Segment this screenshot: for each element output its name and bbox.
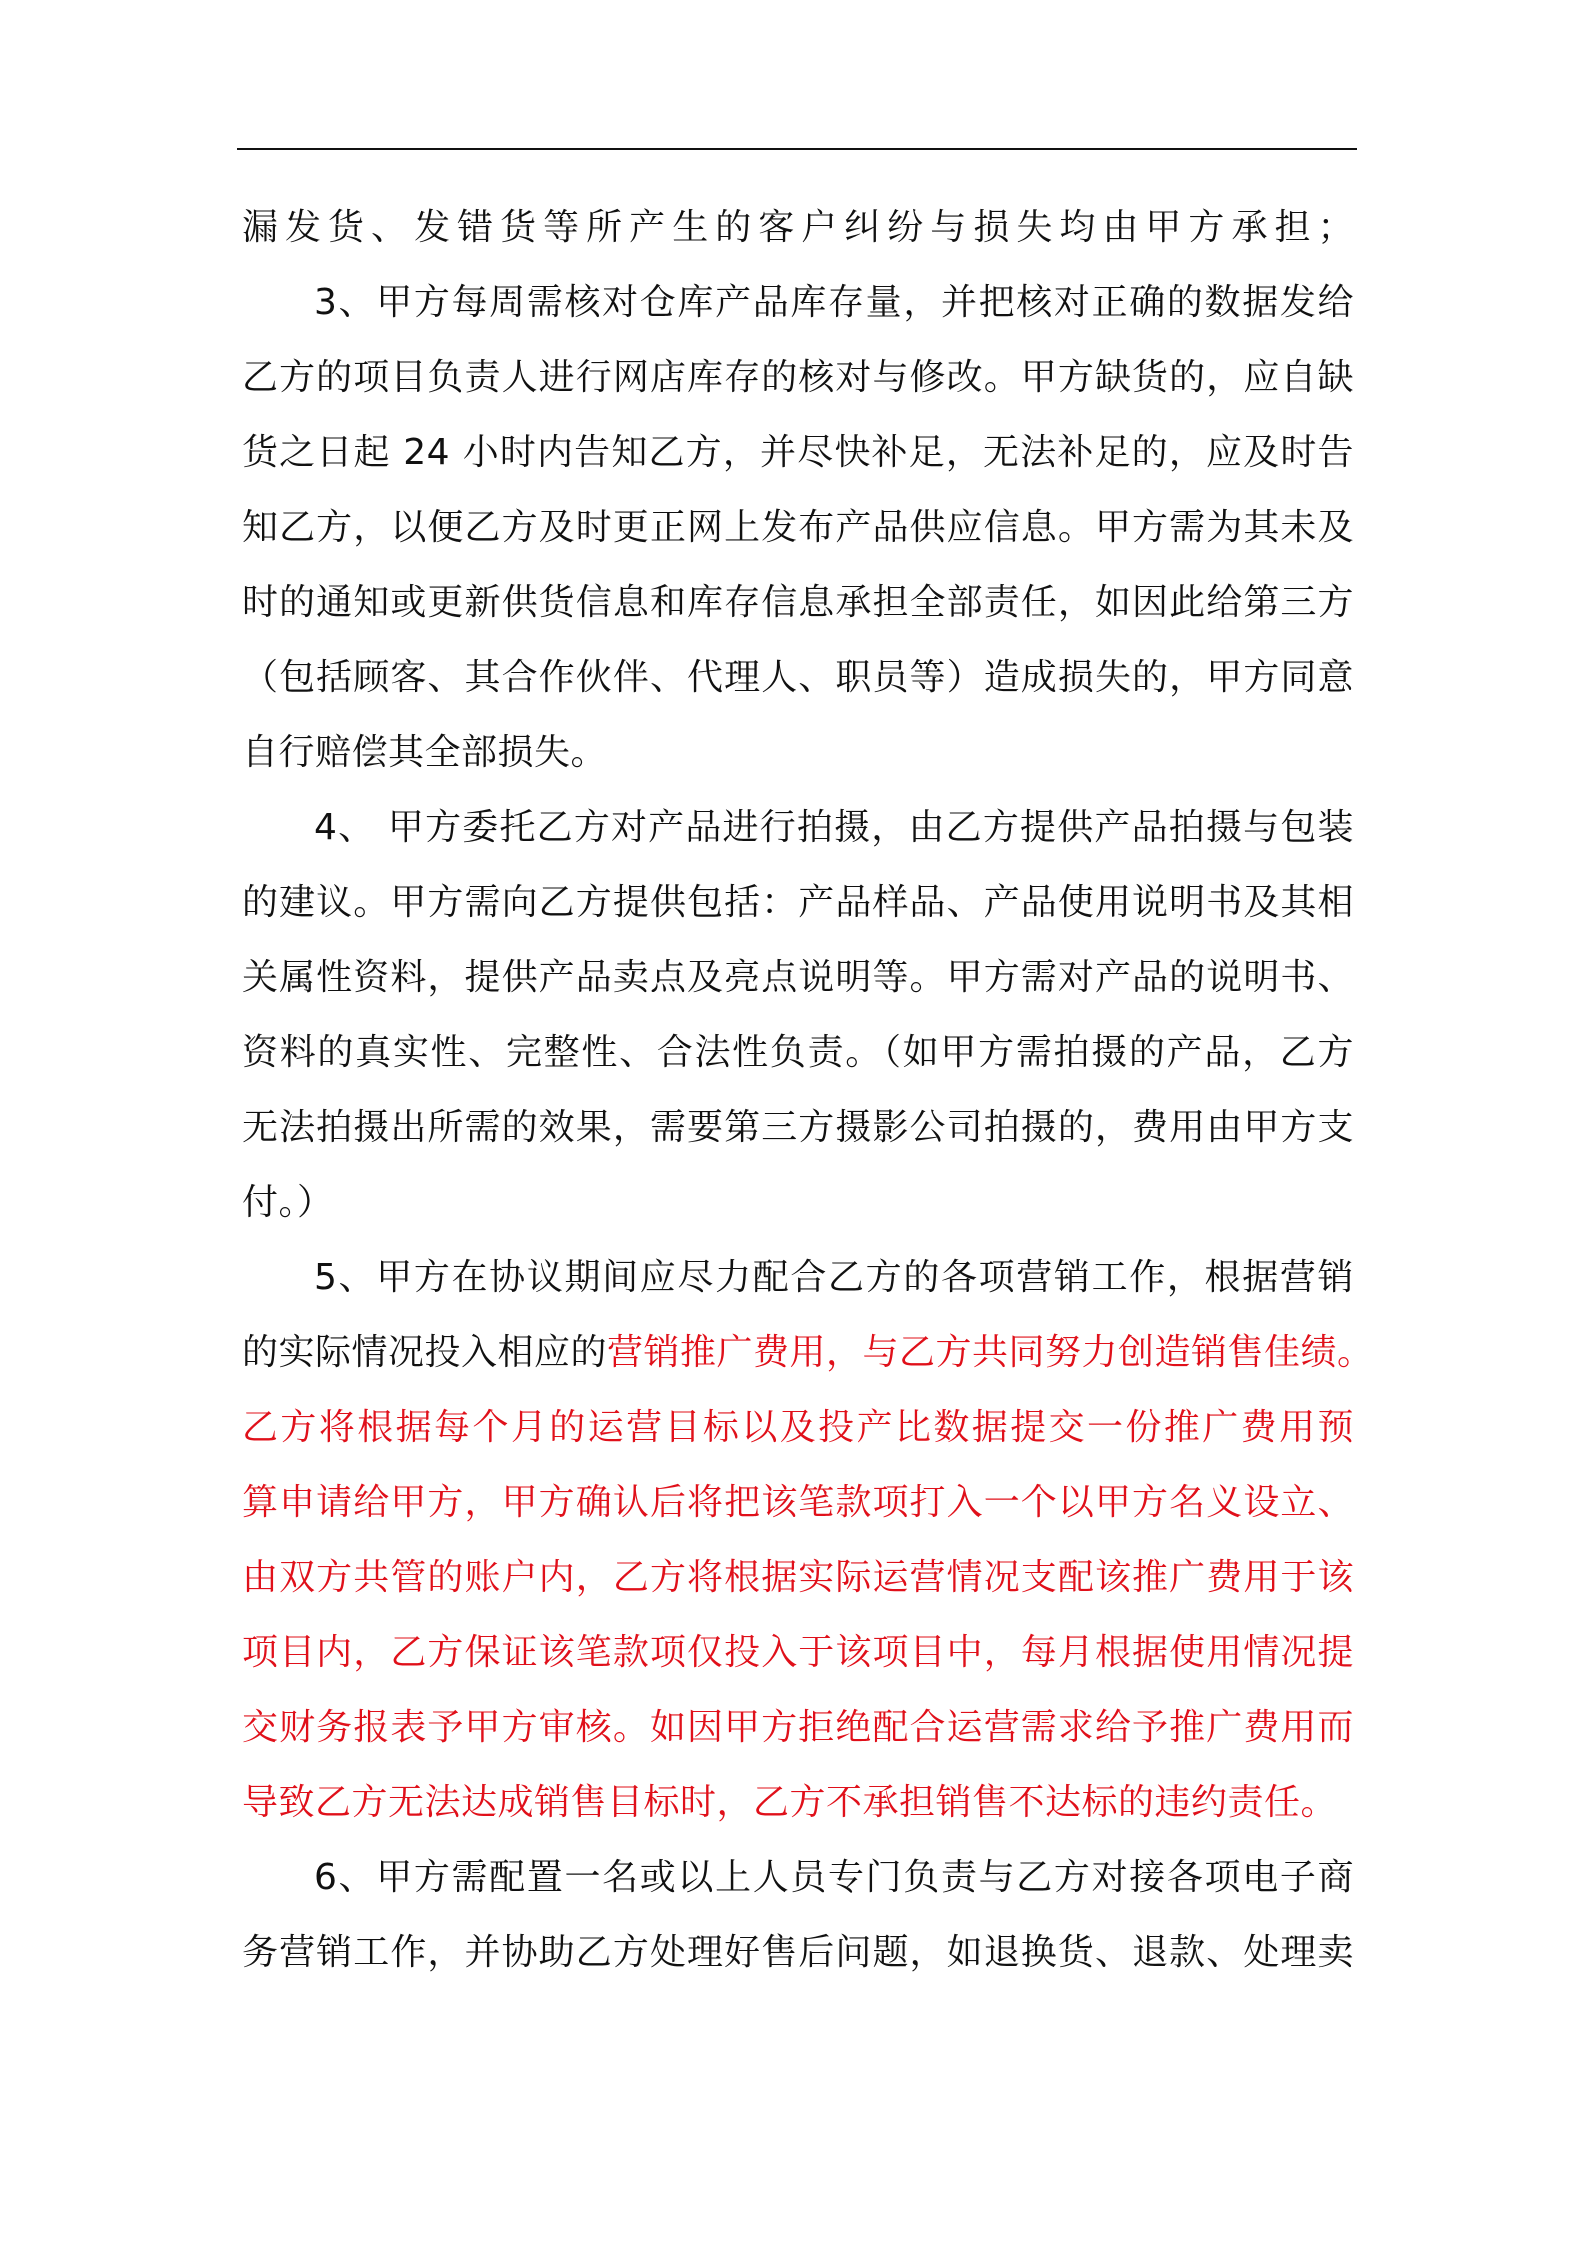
text-line: 5、甲方在协议期间应尽力配合乙方的各项营销工作，根据营销 xyxy=(314,1257,1354,1298)
document-body xyxy=(242,190,1374,1990)
text-line: 自行赔偿其全部损失。 xyxy=(242,732,608,773)
text-line: 漏发货、发错货等所产生的客户纠纷与损失均由甲方承担； xyxy=(242,207,1354,248)
text-line: 4、 甲方委托乙方对产品进行拍摄，由乙方提供产品拍摄与包装 xyxy=(314,807,1354,848)
highlighted-line: 交财务报表予甲方审核。如因甲方拒绝配合运营需求给予推广费用而 xyxy=(242,1707,1354,1748)
highlighted-line: 算申请给甲方，甲方确认后将把该笔款项打入一个以甲方名义设立、 xyxy=(242,1482,1354,1523)
text-line: 无法拍摄出所需的效果，需要第三方摄影公司拍摄的，费用由甲方支 xyxy=(242,1107,1354,1148)
text-line: 资料的真实性、完整性、合法性负责。（如甲方需拍摄的产品，乙方 xyxy=(242,1032,1354,1073)
highlighted-line: 项目内，乙方保证该笔款项仅投入于该项目中，每月根据使用情况提 xyxy=(242,1632,1354,1673)
text-line: 6、甲方需配置一名或以上人员专门负责与乙方对接各项电子商 xyxy=(314,1857,1354,1898)
text-line: 务营销工作，并协助乙方处理好售后问题，如退换货、退款、处理卖 xyxy=(242,1932,1354,1973)
highlighted-line: 由双方共管的账户内，乙方将根据实际运营情况支配该推广费用于该 xyxy=(242,1557,1354,1598)
text-line: 时的通知或更新供货信息和库存信息承担全部责任，如因此给第三方 xyxy=(242,582,1354,623)
text-line: 3、甲方每周需核对仓库产品库存量，并把核对正确的数据发给 xyxy=(314,282,1354,323)
text-line: 的实际情况投入相应的营销推广费用，与乙方共同努力创造销售佳绩。 xyxy=(242,1332,1374,1373)
highlighted-line: 乙方将根据每个月的运营目标以及投产比数据提交一份推广费用预 xyxy=(242,1407,1354,1448)
text-line: 的建议。甲方需向乙方提供包括：产品样品、产品使用说明书及其相 xyxy=(242,882,1354,923)
text-line: （包括顾客、其合作伙伴、代理人、职员等）造成损失的，甲方同意 xyxy=(242,657,1354,698)
text-line: 货之日起 24 小时内告知乙方，并尽快补足，无法补足的，应及时告 xyxy=(242,432,1354,473)
header-rule xyxy=(237,148,1357,150)
highlighted-text: 营销推广费用，与乙方共同努力创造销售佳绩。 xyxy=(607,1332,1374,1373)
text-line: 关属性资料，提供产品卖点及亮点说明等。甲方需对产品的说明书、 xyxy=(242,957,1354,998)
text-line: 付。） xyxy=(242,1182,334,1223)
text-line: 知乙方，以便乙方及时更正网上发布产品供应信息。甲方需为其未及 xyxy=(242,507,1354,548)
highlighted-line: 导致乙方无法达成销售目标时，乙方不承担销售不达标的违约责任。 xyxy=(242,1782,1338,1823)
text-line: 乙方的项目负责人进行网店库存的核对与修改。甲方缺货的，应自缺 xyxy=(242,357,1354,398)
